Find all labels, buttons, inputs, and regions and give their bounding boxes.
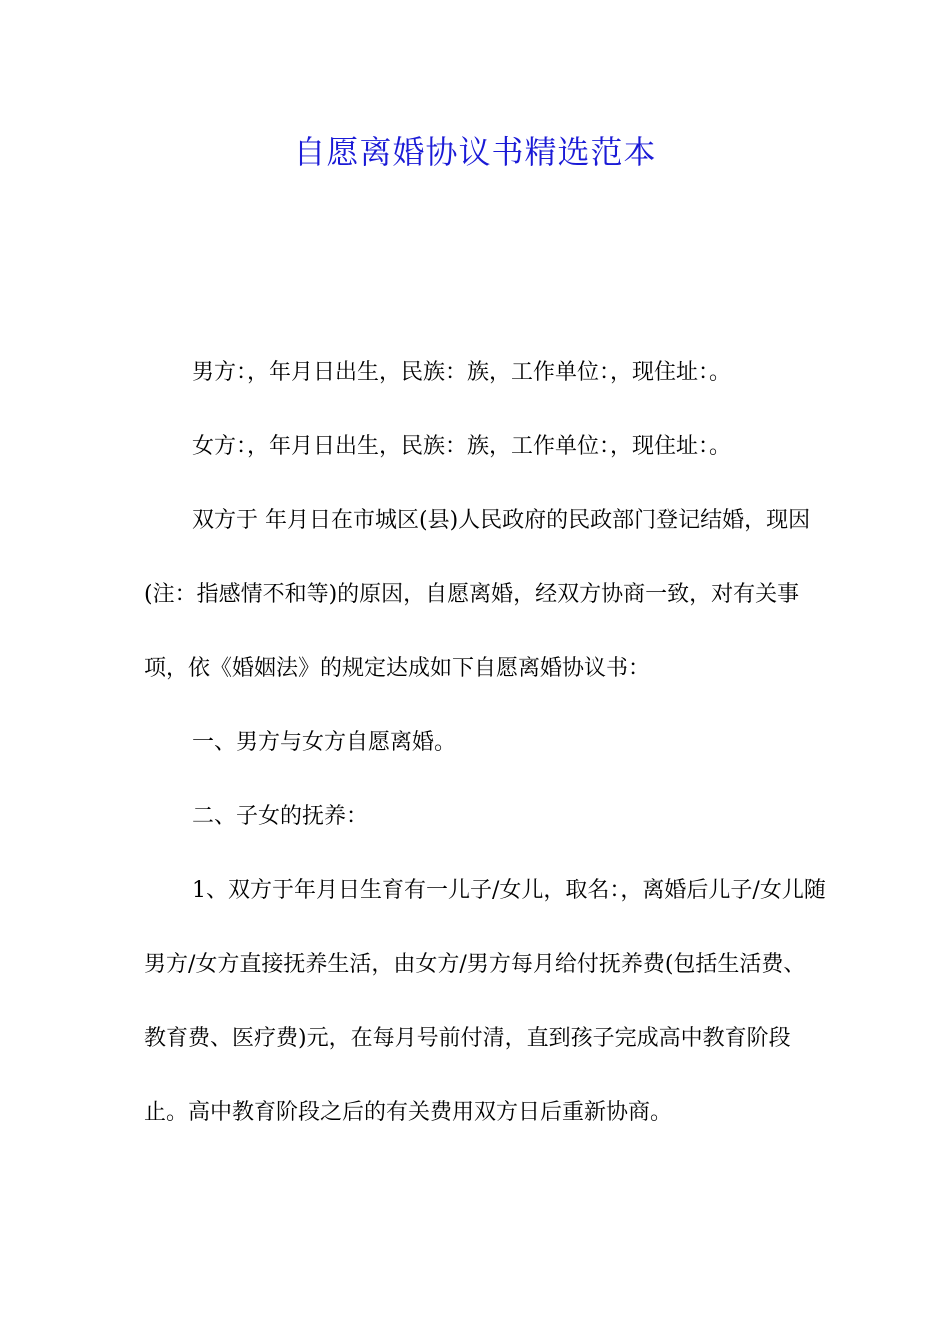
paragraph-female-party: 女方：，年月日出生，民族：族，工作单位：，现住址：。 (192, 434, 732, 459)
paragraph-male-party: 男方：，年月日出生，民族：族，工作单位：，现住址：。 (192, 360, 732, 385)
paragraph-child-custody: 1、双方于年月日生育有一儿子/女儿，取名：，离婚后儿子/女儿随男方/女方直接抚养生活，由女方/男方每月给付抚养费(包括生活费、教育费、医疗费)元，在每月号前付清，直到孩子完成高中教育阶段止。高中教育阶段之后的有关费用双方日后重新协商。 (144, 878, 826, 1125)
document-body (144, 336, 826, 1150)
document-title: 自愿离婚协议书精选范本 (293, 133, 657, 171)
paragraph-marriage-registration: 双方于 年月日在市城区(县)人民政府的民政部门登记结婚，现因(注：指感情不和等)的原因，自愿离婚，经双方协商一致，对有关事项，依《婚姻法》的规定达成如下自愿离婚协议书： (144, 508, 811, 681)
paragraph-clause-one: 一、男方与女方自愿离婚。 (192, 730, 457, 755)
paragraph-clause-two: 二、子女的抚养： (192, 804, 369, 829)
